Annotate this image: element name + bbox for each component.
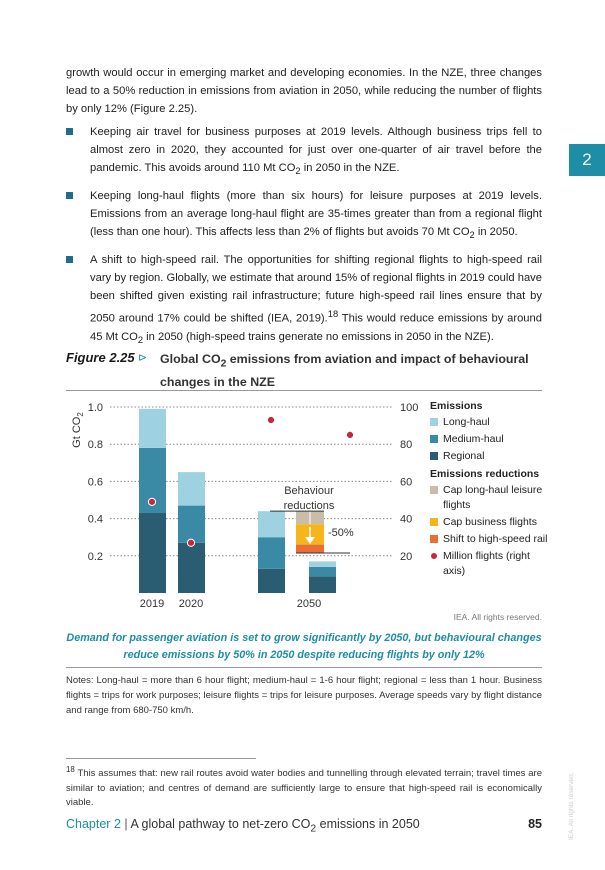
x-category-label: 2019 — [139, 598, 165, 610]
y-tick-label-left: 1.0 — [87, 402, 103, 414]
bar-segment-regional — [309, 576, 336, 593]
rights-notice: IEA. All rights reserved. — [453, 612, 542, 622]
side-watermark: IEA. All rights reserved. — [568, 772, 575, 840]
legend-swatch — [430, 418, 438, 426]
flights-dot — [346, 431, 353, 438]
bar-segment-long-haul — [258, 511, 285, 537]
page-footer — [66, 817, 542, 837]
footnote-rule — [66, 758, 256, 759]
bullet-item: A shift to high-speed rail. The opportunities for shifting regional flights to high-speed rail vary by region. Globally, we estimate that around 15% of regional flights in 2019 could have been shifted given existing rail infrastructure; future high-speed rail lines ensure that by 2050 around 17% could be shifted (IEA, 2019).$^{18}$ This would reduce emissions by around 45 Mt $CO_2$ in 2050 (high-speed trains generate no emissions in 2050 in the NZE). — [66, 251, 542, 350]
behaviour-label-line-1: Behaviour — [284, 485, 334, 497]
legend-heading-reductions: Emissions reductions — [430, 468, 540, 480]
legend-item-long-haul: Long-haul — [430, 415, 550, 430]
bullet-item: Keeping air travel for business purposes at 2019 levels. Although business trips fell to almost zero in 2020, they accounted for just over one-quarter of air travel before the pandemic. This avoids around 110 Mt $CO_2$ in 2050 in the NZE. — [66, 123, 542, 181]
legend-swatch — [430, 452, 438, 460]
legend-dot-icon — [431, 553, 437, 559]
flights-dot — [267, 416, 274, 423]
intro-paragraph: growth would occur in emerging market and developing economies. In the NZE, three changes lead to a 50% reduction in emissions from aviation in 2050, while reducing the number of flights by only 12% (Figure 2.25). — [66, 67, 542, 116]
bar-segment-medium-haul — [258, 537, 285, 569]
figure-number: Figure 2.25 — [66, 350, 135, 365]
y-tick-label-left: 0.2 — [87, 550, 103, 563]
legend-swatch — [430, 518, 438, 526]
y-tick-label-right: 40 — [400, 513, 413, 526]
figure-title: Global $CO_2$ emissions from aviation and impact of behavioural changes in the NZE — [160, 352, 529, 390]
footnote: $^{18}$ This assumes that: new rail routes avoid water bodies and tunnelling through elevated terrain; travel times are similar to aviation; and centres of demand are sufficiently large to ensure that high-speed rail is economically viable. — [66, 765, 542, 809]
legend-item-medium-haul: Medium-haul — [430, 432, 550, 447]
legend-item-shift-rail: Shift to high-speed rail — [430, 532, 550, 547]
x-category-label: 2020 — [178, 598, 204, 610]
y-tick-label-left: 0.4 — [87, 513, 103, 526]
y-tick-label-right: 100 — [400, 402, 419, 414]
bar-segment-medium-haul — [309, 567, 336, 576]
figure-arrow-icon: ⊳ — [138, 352, 148, 364]
y-axis-label: Gt $CO_2$ — [71, 412, 85, 448]
y-tick-label-left: 0.6 — [87, 476, 103, 489]
x-category-label: 2050 — [296, 598, 322, 610]
chart-legend — [430, 400, 550, 581]
bar-segment-regional — [139, 513, 166, 593]
y-tick-label-right: 20 — [400, 550, 413, 563]
figure-notes: Notes: Long-haul = more than 6 hour flight; medium-haul = 1-6 hour flight; regional = less than 1 hour. Business flights = trips for work purposes; leisure flights = trips for leisure purposes. Average speeds vary by flight distance and range from 680-750 km/h. — [66, 675, 542, 716]
reduction-percent-label: -50% — [328, 527, 354, 539]
flights-dot — [148, 498, 155, 505]
bar-segment-medium-haul — [178, 506, 205, 543]
legend-item-cap-long-haul: Cap long-haul leisure flights — [430, 483, 550, 513]
legend-item-million-flights: Million flights (right axis) — [430, 549, 550, 579]
flights-dot — [187, 539, 194, 546]
y-tick-label-right: 80 — [400, 439, 413, 452]
reduction-segment — [296, 545, 324, 553]
y-tick-label-left: 0.8 — [87, 439, 103, 452]
legend-swatch — [430, 435, 438, 443]
legend-swatch — [430, 486, 438, 494]
notes-rule — [66, 667, 542, 668]
bar-segment-long-haul — [178, 472, 205, 505]
figure-takeaway: Demand for passenger aviation is set to grow significantly by 2050, but behavioural changes reduce emissions by 50% in 2050 despite reducing flights by only 12% — [66, 632, 542, 661]
bar-segment-long-haul — [139, 409, 166, 448]
legend-heading-emissions: Emissions — [430, 400, 483, 412]
y-tick-label-right: 60 — [400, 476, 413, 489]
legend-item-regional: Regional — [430, 449, 550, 464]
bar-segment-long-haul — [309, 561, 336, 567]
footer-chapter: Chapter 2 | A global pathway to net-zero $CO_2$ emissions in 2050 — [66, 817, 420, 835]
bar-segment-regional — [178, 543, 205, 593]
page-number: 85 — [528, 817, 542, 831]
legend-item-cap-business: Cap business flights — [430, 515, 550, 530]
bullet-item: Keeping long-haul flights (more than six hours) for leisure purposes at 2019 levels. Emissions from an average long-haul flight are 35-times greater than from a regional flight (less than one hour). This affects less than 2% of flights but avoids 70 Mt $CO_2$ in 2050. — [66, 187, 542, 245]
legend-swatch — [430, 535, 438, 543]
behaviour-label-line-2: reductions — [283, 500, 335, 512]
bar-segment-regional — [258, 569, 285, 593]
chapter-tab: 2 — [569, 144, 605, 176]
